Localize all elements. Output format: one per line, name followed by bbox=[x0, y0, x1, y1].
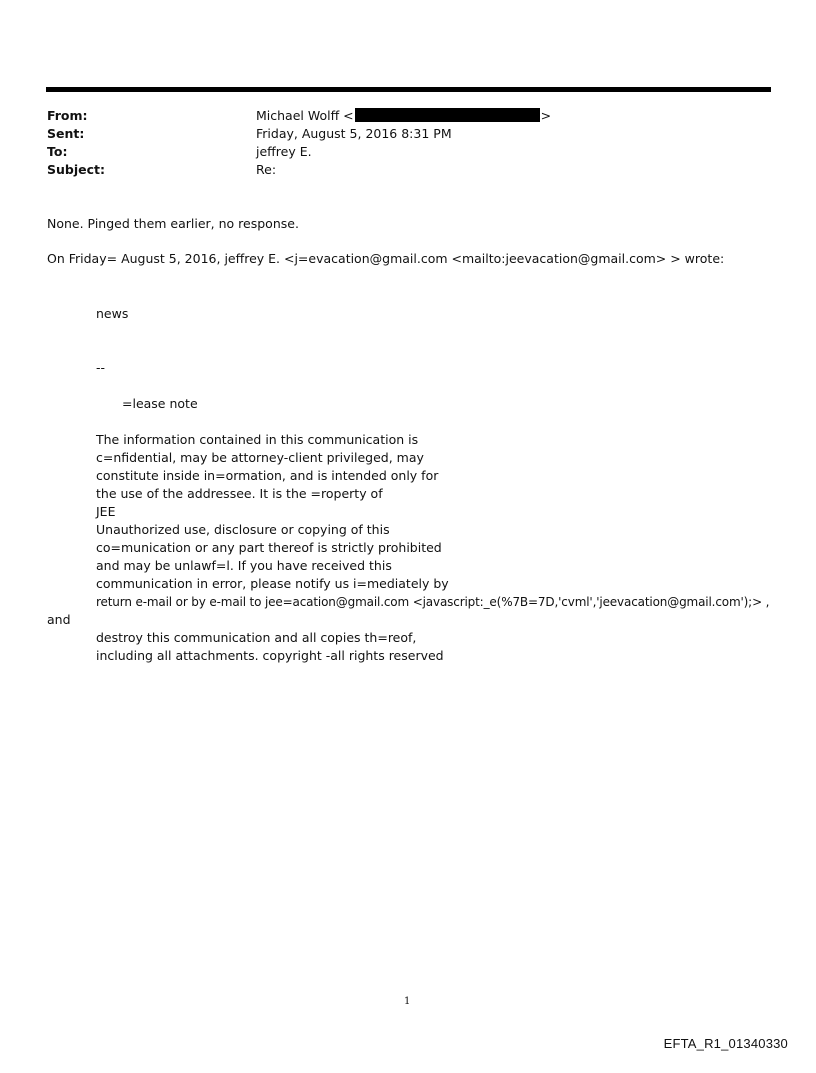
notice-line: destroy this communication and all copies th=reof, bbox=[96, 630, 417, 645]
notice-line: co=munication or any part thereof is strictly prohibited bbox=[96, 540, 442, 555]
quoted-text: news bbox=[96, 306, 129, 321]
notice-line: Unauthorized use, disclosure or copying of this bbox=[96, 522, 390, 537]
notice-line: The information contained in this communication is bbox=[96, 432, 419, 447]
subject-label: Subject: bbox=[47, 162, 105, 177]
signature-separator: -- bbox=[96, 360, 106, 375]
from-name: Michael Wolff < bbox=[256, 108, 354, 123]
notice-line: including all attachments. copyright -all rights reserved bbox=[96, 648, 444, 663]
from-value bbox=[256, 107, 551, 125]
reply-line: None. Pinged them earlier, no response. bbox=[47, 216, 299, 231]
notice-line: and may be unlawf=l. If you have received this bbox=[96, 558, 392, 573]
to-value: jeffrey E. bbox=[256, 144, 312, 159]
to-label: To: bbox=[47, 144, 68, 159]
notice-line: return e-mail or by e-mail to jee=acation@gmail.com <javascript:_e(%7B=7D,'cvml','jeevacation@gmail.com');> , bbox=[96, 595, 770, 609]
notice-line: the use of the addressee. It is the =roperty of bbox=[96, 486, 383, 501]
subject-value: Re: bbox=[256, 162, 277, 177]
page-number: 1 bbox=[404, 996, 411, 1007]
header-rule bbox=[46, 87, 771, 92]
document-id: EFTA_R1_01340330 bbox=[663, 1036, 788, 1051]
wrap-word: and bbox=[47, 612, 71, 627]
notice-line: c=nfidential, may be attorney-client privileged, may bbox=[96, 450, 424, 465]
notice-heading: =lease note bbox=[122, 396, 198, 411]
redaction-box bbox=[355, 108, 540, 122]
quote-intro: On Friday= August 5, 2016, jeffrey E. <j=evacation@gmail.com <mailto:jeevacation@gmail.com> > wrote: bbox=[47, 251, 725, 266]
sent-label: Sent: bbox=[47, 126, 85, 141]
notice-line: JEE bbox=[96, 504, 116, 519]
notice-line: constitute inside in=ormation, and is intended only for bbox=[96, 468, 439, 483]
notice-line: communication in error, please notify us i=mediately by bbox=[96, 576, 449, 591]
from-suffix: > bbox=[540, 108, 552, 123]
sent-value: Friday, August 5, 2016 8:31 PM bbox=[256, 126, 452, 141]
from-label: From: bbox=[47, 108, 88, 123]
